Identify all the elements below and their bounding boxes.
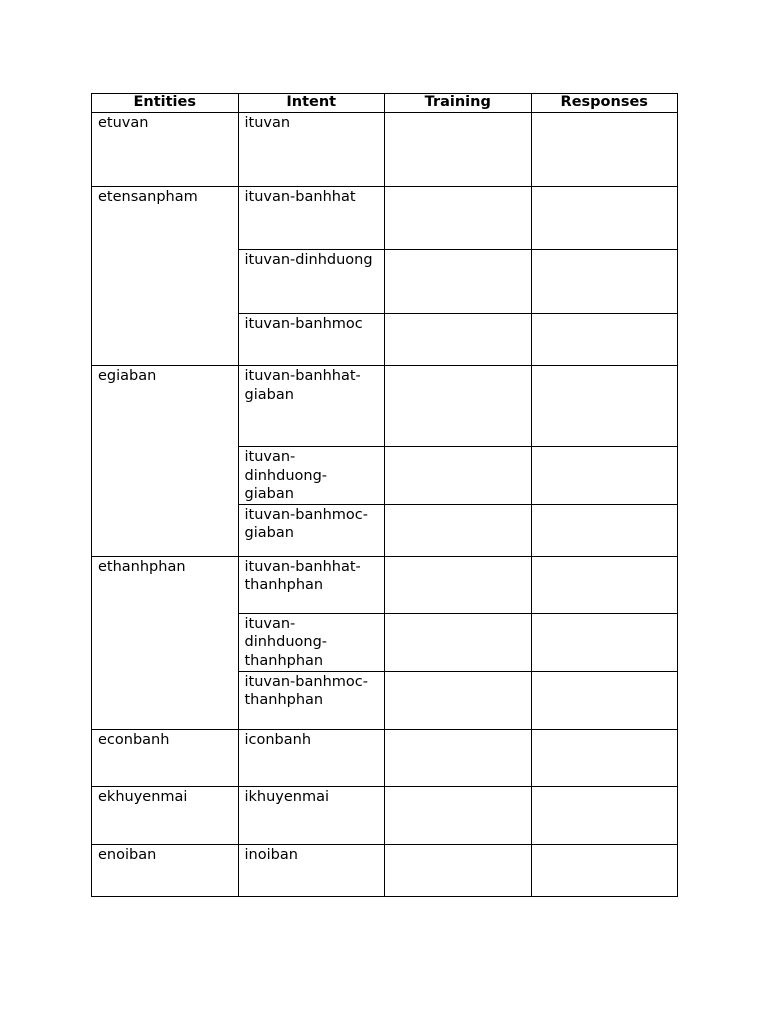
table-row [92,556,678,613]
header-responses: Responses [531,94,678,113]
intent-cell: ituvan-banhhat [238,187,385,250]
responses-cell [531,786,678,844]
entity-cell: econbanh [92,729,239,786]
table-row [92,844,678,896]
responses-cell [531,187,678,250]
training-cell [385,556,532,613]
training-cell [385,187,532,250]
responses-cell [531,504,678,556]
entities-intent-table [91,93,678,897]
training-cell [385,314,532,366]
responses-cell [531,447,678,505]
intent-cell: inoiban [238,844,385,896]
training-cell [385,729,532,786]
training-cell [385,250,532,314]
header-intent: Intent [238,94,385,113]
table-row [92,187,678,250]
intent-cell: ituvan-banhhat- thanhphan [238,556,385,613]
responses-cell [531,366,678,447]
table-header-row [92,94,678,113]
intent-cell: ituvan-banhmoc- giaban [238,504,385,556]
entity-cell: ekhuyenmai [92,786,239,844]
responses-cell [531,113,678,187]
table-row [92,729,678,786]
entity-cell: enoiban [92,844,239,896]
header-entities: Entities [92,94,239,113]
entity-cell: etuvan [92,113,239,187]
intent-cell: iconbanh [238,729,385,786]
training-cell [385,113,532,187]
intent-cell: ituvan-dinhduong [238,250,385,314]
training-cell [385,671,532,729]
table-row [92,786,678,844]
table-row [92,366,678,447]
entity-cell: etensanpham [92,187,239,366]
intent-cell: ituvan- dinhduong- thanhphan [238,613,385,671]
training-cell [385,504,532,556]
intent-cell: ituvan- dinhduong- giaban [238,447,385,505]
responses-cell [531,671,678,729]
intent-cell: ituvan-banhmoc- thanhphan [238,671,385,729]
intent-cell: ituvan-banhhat- giaban [238,366,385,447]
training-cell [385,844,532,896]
responses-cell [531,844,678,896]
responses-cell [531,729,678,786]
entity-cell: ethanhphan [92,556,239,729]
entity-cell: egiaban [92,366,239,557]
intent-cell: ikhuyenmai [238,786,385,844]
header-training: Training [385,94,532,113]
intent-cell: ituvan-banhmoc [238,314,385,366]
training-cell [385,786,532,844]
table-row [92,113,678,187]
training-cell [385,613,532,671]
responses-cell [531,250,678,314]
responses-cell [531,613,678,671]
training-cell [385,366,532,447]
responses-cell [531,314,678,366]
responses-cell [531,556,678,613]
training-cell [385,447,532,505]
intent-cell: ituvan [238,113,385,187]
